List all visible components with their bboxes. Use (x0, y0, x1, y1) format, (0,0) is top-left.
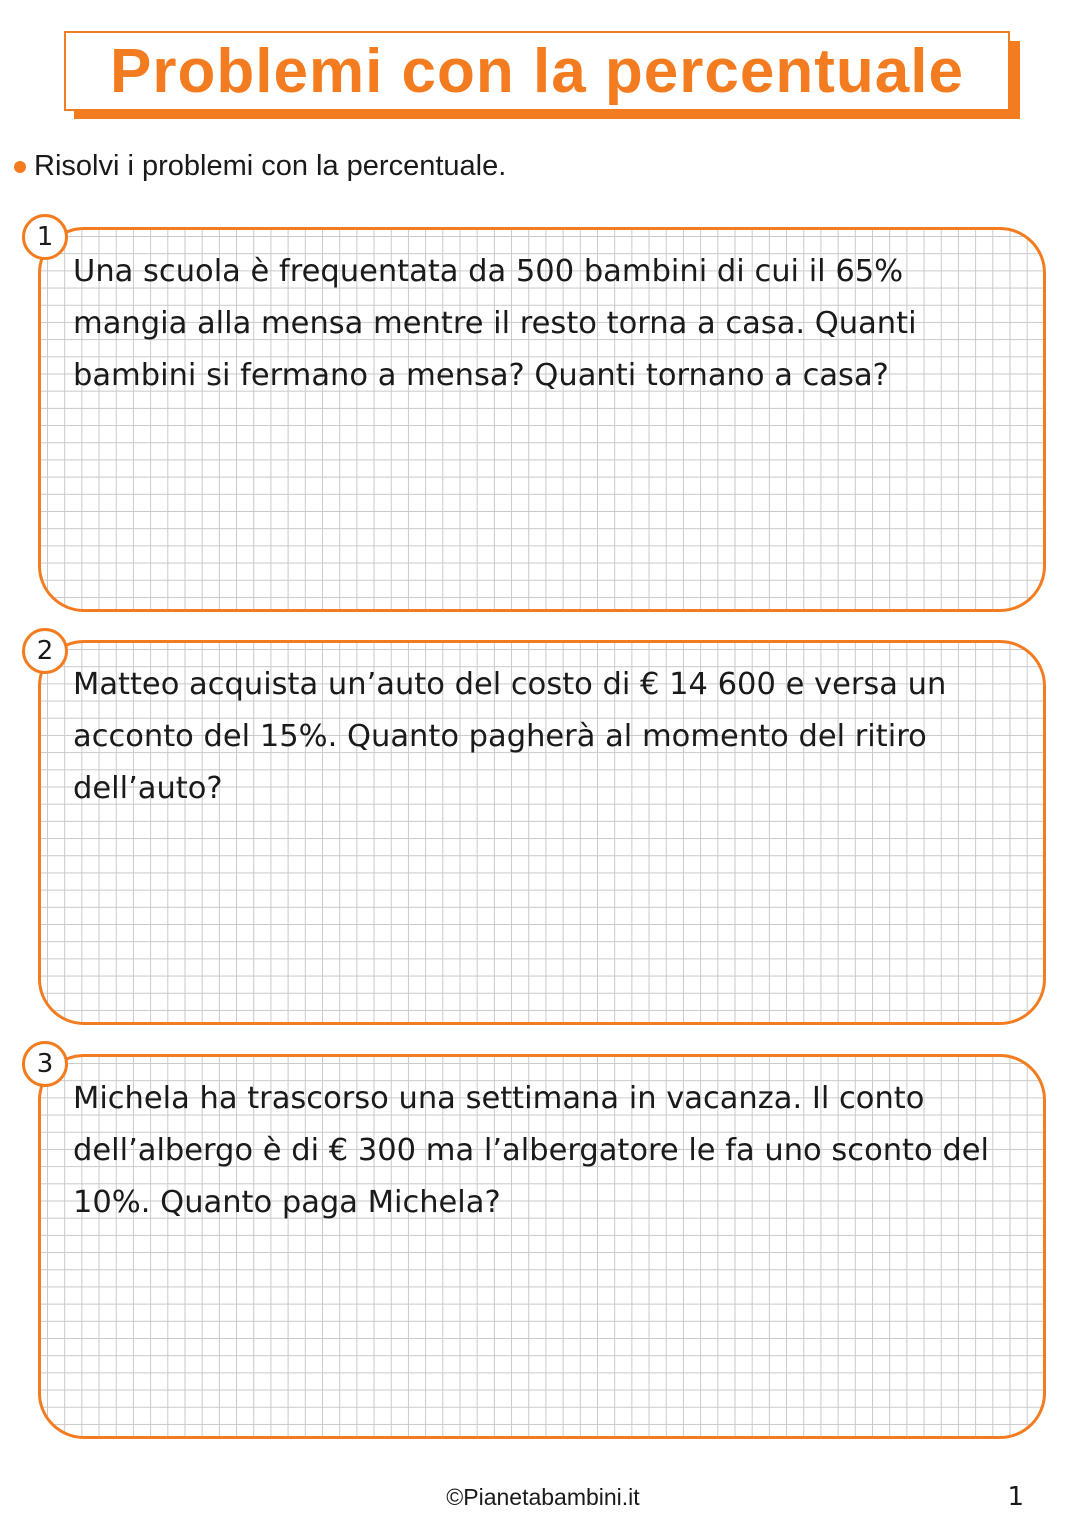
page-title: Problemi con la percentuale (110, 36, 964, 106)
problem-number-badge-1: 1 (22, 214, 68, 260)
problem-text-2: Matteo acquista un’auto del costo di € 14 600 e versa un acconto del 15%. Quanto pagherà al momento del ritiro dell’auto? (73, 667, 947, 806)
instruction-text: Risolvi i problemi con la percentuale. (34, 150, 507, 182)
problem-text-1: Una scuola è frequentata da 500 bambini di cui il 65% mangia alla mensa mentre il resto torna a casa. Quanti bambini si fermano a mensa? Quanti tornano a casa? (73, 254, 917, 393)
problem-number-badge-3: 3 (22, 1041, 68, 1087)
problem-box-3 (38, 1054, 1046, 1439)
page-number: 1 (1007, 1482, 1024, 1512)
footer-credit: ©Pianetabambini.it (446, 1484, 640, 1510)
bullet-icon (14, 161, 26, 173)
problem-box-1 (38, 227, 1046, 612)
title-banner (64, 31, 1012, 111)
problem-box-2 (38, 640, 1046, 1025)
problem-number-badge-2: 2 (22, 628, 68, 674)
problem-text-3: Michela ha trascorso una settimana in vacanza. Il conto dell’albergo è di € 300 ma l’albergatore le fa uno sconto del 10%. Quanto paga Michela? (73, 1081, 989, 1220)
instruction (14, 150, 506, 183)
title-box (64, 31, 1010, 111)
